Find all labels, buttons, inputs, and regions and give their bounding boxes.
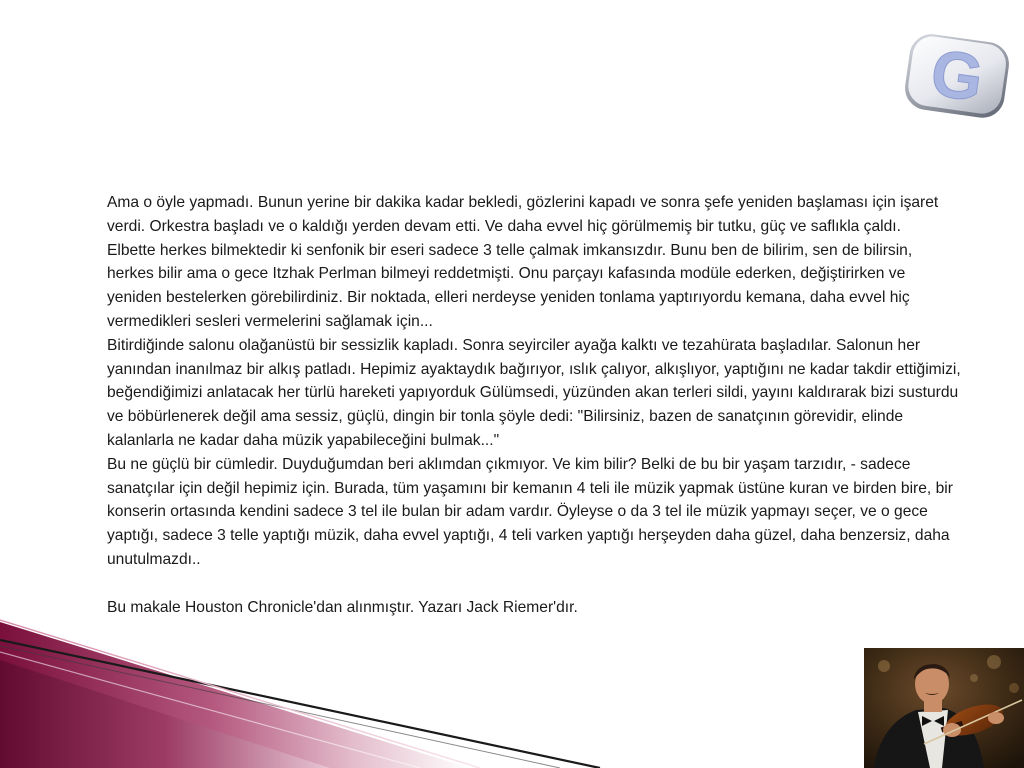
g-logo-icon — [897, 28, 1017, 124]
body-text — [107, 191, 963, 619]
paragraph-4: Bu ne güçlü bir cümledir. Duyduğumdan beri aklımdan çıkmıyor. Ve kim bilir? Belki de bu bir yaşam tarzıdır, - sadece sanatçılar için değil hepimiz için. Burada, tüm yaşamını bir kemanın 4 teli ile müzik yapmak üstüne kuran ve birden bire, bir konserin ortasında kendini sadece 3 tel ile bulan bir adam vardır. Öyleyse o da 3 tel ile müzik yapmayı seçer, ve o gece yaptığı, sadece 3 telle yaptığı müzik, daha evvel yaptığı, 4 teli varken yaptığı herşeyden daha güzel, daha benzersiz, daha unutulmazdı.. — [107, 455, 953, 568]
paragraph-5: Bu makale Houston Chronicle'dan alınmıştır. Yazarı Jack Riemer'dır. — [107, 598, 578, 616]
paragraph-1: Ama o öyle yapmadı. Bunun yerine bir dakika kadar bekledi, gözlerini kapadı ve sonra şefe yeniden başlaması için işaret verdi. Orkestra başladı ve o kaldığı yerden devam etti. Ve daha evvel hiç görülmemiş bir tutku, güç ve saflıkla çaldı. — [107, 194, 939, 235]
paragraph-3: Bitirdiğinde salonu olağanüstü bir sessizlik kapladı. Sonra seyirciler ayağa kalktı ve tezahürata başladılar. Salonun her yanından inanılmaz bir alkış patladı. Hepimiz ayaktaydık bağırıyor, ıslık çalıyor, alkışlıyor, yaptığını ne kadar takdir ettiğimizi, beğendiğimizi anlatacak her türlü hareketi yapıyorduk Gülümsedi, yüzünden akan terleri sildi, yayını kaldırarak bizi susturdu ve böbürlenerek değil ama sessiz, güçlü, dingin bir tonla şöyle dedi: "Bilirsiniz, bazen de sanatçının görevidir, elinde kalanlarla ne kadar daha müzik yapabileceğini bulmak..." — [107, 336, 961, 449]
paragraph-spacer — [107, 572, 963, 596]
violinist-photo — [864, 648, 1024, 768]
logo-letter: G — [926, 34, 988, 116]
paragraph-2: Elbette herkes bilmektedir ki senfonik bir eseri sadece 3 telle çalmak imkansızdır. Bunu ben de bilirim, sen de bilirsin, herkes bilir ama o gece Itzhak Perlman bilmeyi reddetmişti. Onu parçayı kafasında modüle ederken, değiştirirken ve yeniden bestelerken görebilirdiniz. Bir noktada, elleri nerdeyse yeniden tonlama yaptırıyordu kemana, daha evvel hiç vermedikleri sesleri vermelerini sağlamak için... — [107, 241, 913, 330]
